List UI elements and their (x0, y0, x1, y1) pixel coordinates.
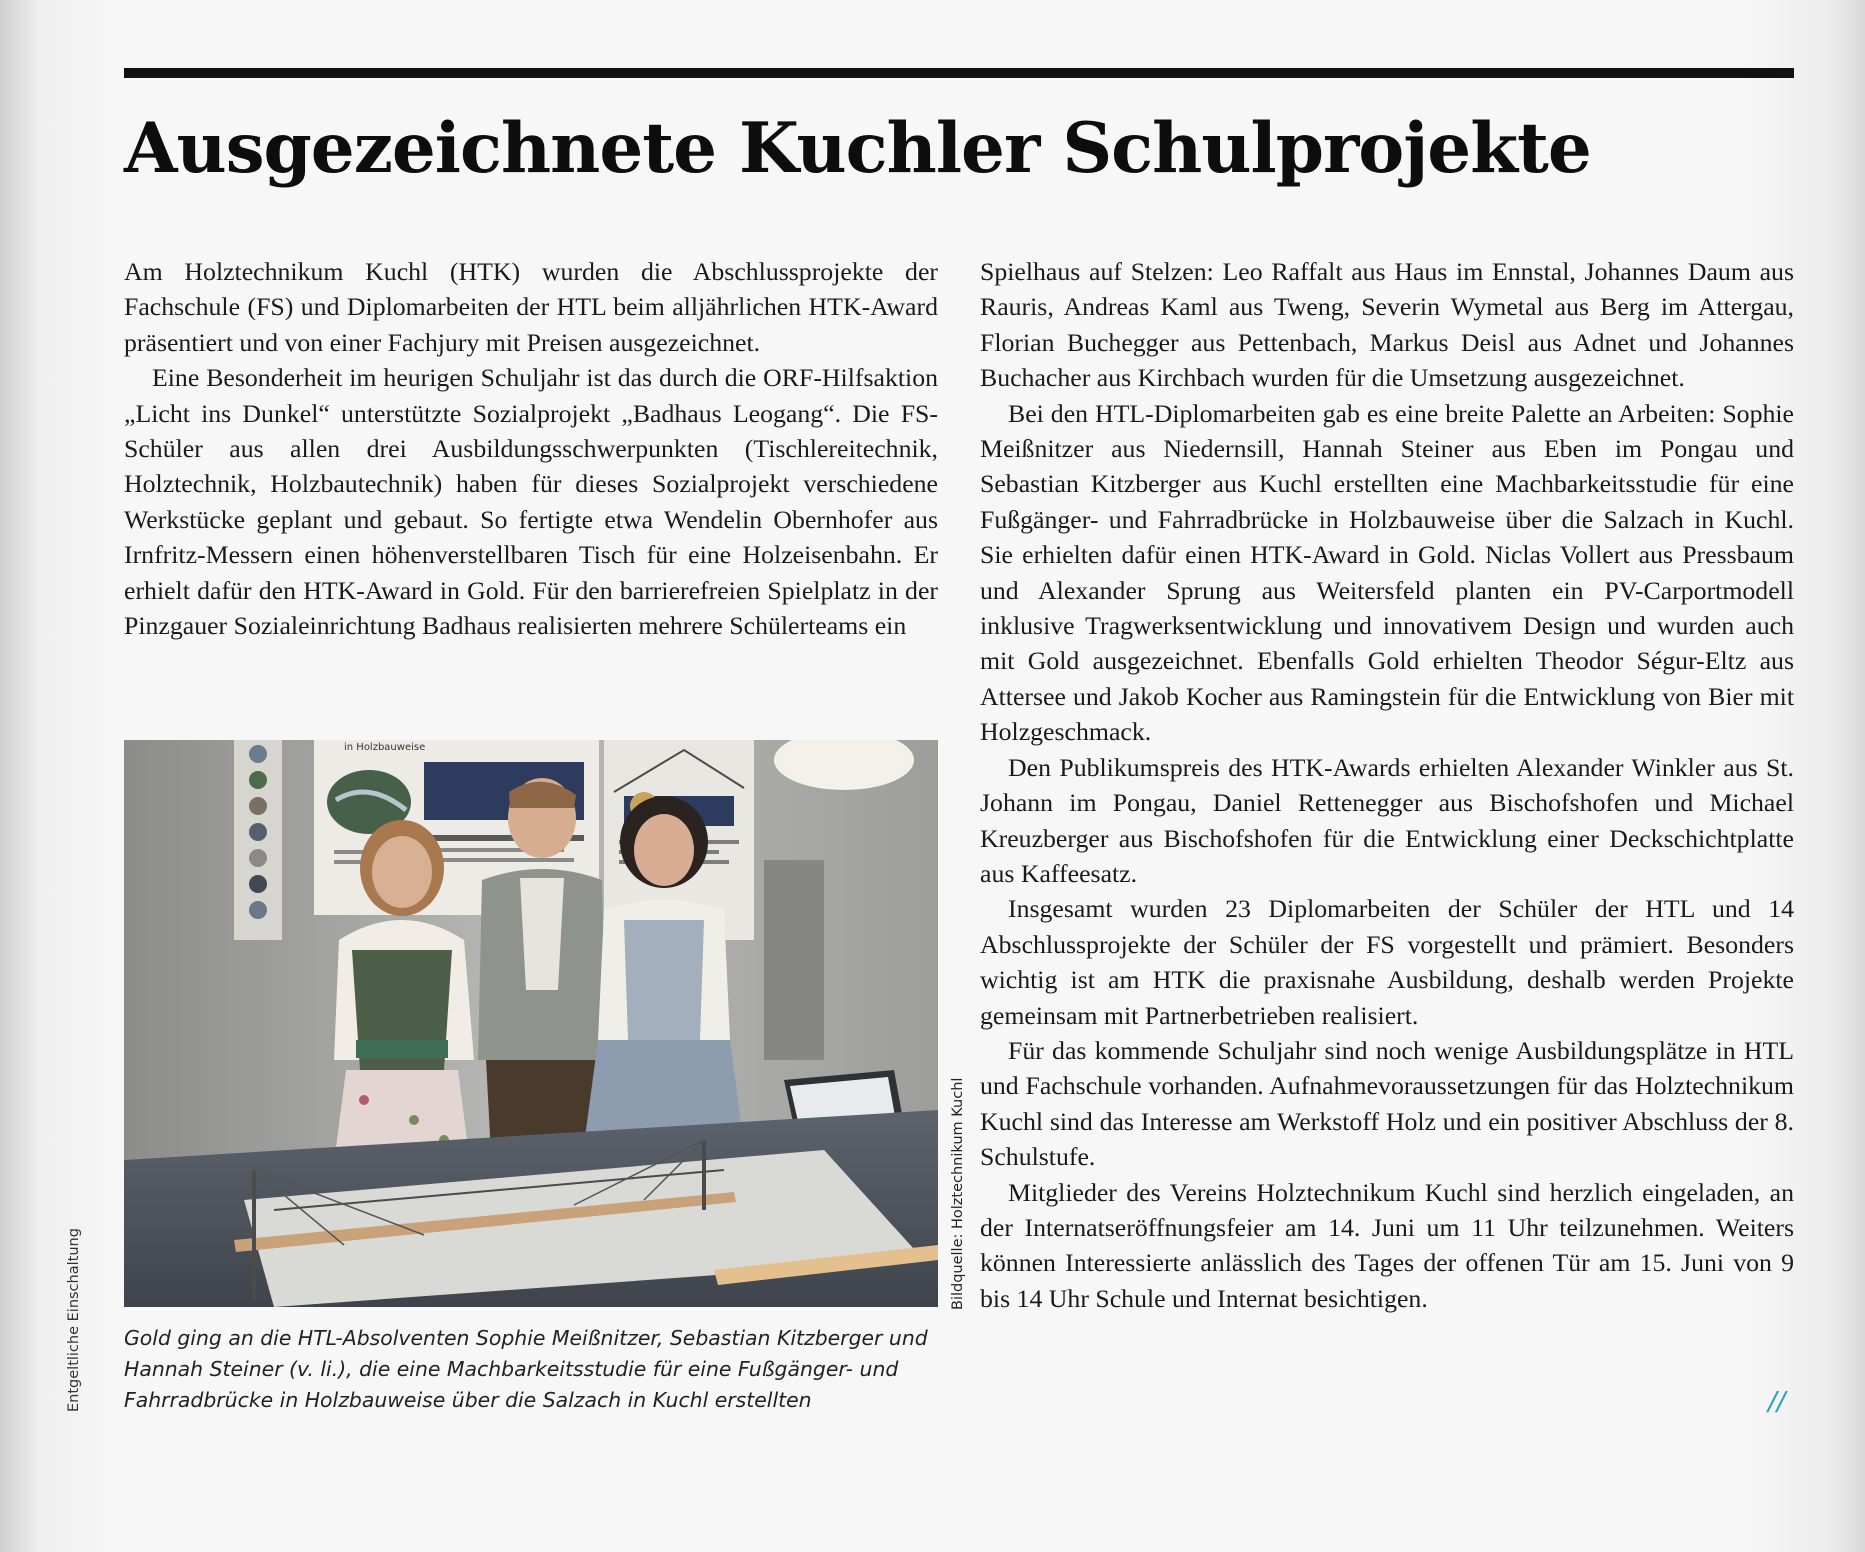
paragraph-1: Am Holztechnikum Kuchl (HTK) wurden die Abschlussprojekte der Fachschule (FS) und Diplomarbeiten der HTL beim alljährlichen HTK-Award präsentiert und von einer Fachjury mit Preisen ausgezeichnet. (124, 257, 938, 357)
paragraph-7: Für das kommende Schuljahr sind noch wenige Ausbildungsplätze in HTL und Fachschule vorhanden. Aufnahmevoraussetzungen für das Holztechnikum Kuchl sind das Interesse am Werkstoff Holz und ein positiver Abschluss der 8. Schulstufe. (980, 1035, 1794, 1172)
paragraph-3: Spielhaus auf Stelzen: Leo Raffalt aus Haus im Ennstal, Johannes Daum aus Rauris, Andreas Kaml aus Tweng, Severin Wymetal aus Berg im Attergau, Florian Buchegger aus Pettenbach, Markus Deisl aus Adnet und Johannes Buchacher aus Kirchbach wurden für die Umsetzung ausgezeichnet. (980, 257, 1794, 393)
headline: Ausgezeichnete Kuchler Schulprojekte (124, 108, 1591, 189)
photo-credit: Bildquelle: Holztechnikum Kuchl (950, 1077, 966, 1310)
top-rule (124, 68, 1794, 78)
sponsored-note: Entgeltliche Einschaltung (66, 1228, 82, 1412)
paragraph-4: Bei den HTL-Diplomarbeiten gab es eine breite Palette an Arbeiten: Sophie Meißnitzer aus Niedernsill, Hannah Steiner aus Eben im Pongau und Sebastian Kitzberger aus Kuchl erstellten eine Machbarkeitsstudie für eine Fußgänger- und Fahrradbrücke in Holzbauweise über die Salzach in Kuchl. Sie erhielten dafür einen HTK-Award in Gold. Niclas Vollert aus Pressbaum und Alexander Sprung aus Weitersfeld planten ein PV-Carportmodell inklusive Tragwerksentwicklung und innovativem Design und wurden auch mit Gold ausgezeichnet. Ebenfalls Gold erhielten Theodor Ségur-Eltz aus Attersee und Jakob Kocher aus Ramingstein für die Entwicklung von Bier mit Holzgeschmack. (980, 398, 1794, 747)
left-column (124, 254, 938, 643)
article-photo (124, 740, 938, 1307)
right-column (980, 254, 1794, 1316)
poster-heading: in Holzbauweise (344, 742, 426, 753)
paragraph-2: Eine Besonderheit im heurigen Schuljahr ist das durch die ORF-Hilfsaktion „Licht ins Dunkel“ unterstützte Sozialprojekt „Badhaus Leogang“. Die FS-Schüler aus allen drei Ausbildungsschwerpunkten (Tischlereitechnik, Holztechnik, Holzbautechnik) haben für dieses Sozialprojekt verschiedene Werkstücke geplant und gebaut. So fertigte etwa Wendelin Obernhofer aus Irnfritz-Messern einen höhenverstellbaren Tisch für eine Holzeisenbahn. Er erhielt dafür den HTK-Award in Gold. Für den barrierefreien Spielplatz in der Pinzgauer Sozialeinrichtung Badhaus realisierten mehrere Schülerteams ein (124, 363, 938, 641)
paragraph-5: Den Publikumspreis des HTK-Awards erhielten Alexander Winkler aus St. Johann im Pongau, Daniel Rettenegger aus Bischofshofen und Michael Kreuzberger aus Bischofshofen für die Entwicklung einer Deckschichtplatte aus Kaffeesatz. (980, 752, 1794, 888)
paragraph-8: Mitglieder des Vereins Holztechnikum Kuchl sind herzlich eingeladen, an der Internatseröffnungsfeier am 14. Juni um 11 Uhr teilzunehmen. Weiters können Interessierte anlässlich des Tages der offenen Tür am 15. Juni von 9 bis 14 Uhr Schule und Internat besichtigen. (980, 1177, 1794, 1313)
end-mark: // (1768, 1387, 1786, 1417)
paragraph-6: Insgesamt wurden 23 Diplomarbeiten der Schüler der HTL und 14 Abschlussprojekte der Schüler der FS vorgestellt und prämiert. Besonders wichtig ist am HTK die praxisnahe Ausbildung, deshalb werden Projekte gemeinsam mit Partnerbetrieben realisiert. (980, 894, 1794, 1030)
photo-caption: Gold ging an die HTL-Absolventen Sophie Meißnitzer, Sebastian Kitzberger und Hannah Steiner (v. li.), die eine Machbarkeitsstudie für eine Fußgänger- und Fahrradbrücke in Holzbauweise über die Salzach in Kuchl erstellten (124, 1326, 928, 1412)
